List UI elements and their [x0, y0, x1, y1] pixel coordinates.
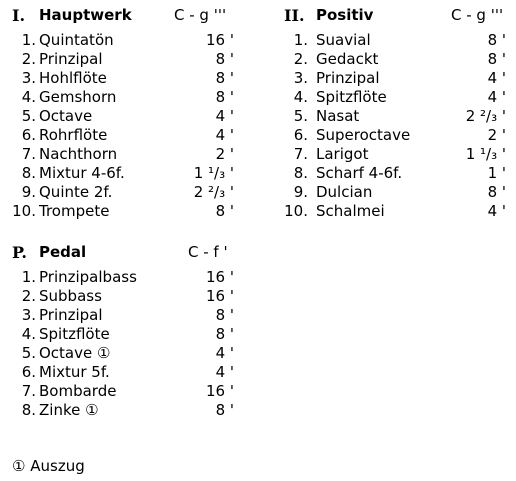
manual-range: C - f ' — [188, 243, 228, 261]
stop-number: 4. — [21, 88, 36, 106]
stop-name: Schalmei — [316, 202, 385, 220]
stop-pitch: 2 ' — [487, 126, 506, 144]
stop-name: Dulcian — [316, 183, 373, 201]
stop-name: Quintatön — [39, 31, 114, 49]
stop-number: 1. — [21, 268, 36, 286]
stop-pitch: 16 ' — [206, 31, 234, 49]
stop-number: 4. — [293, 88, 308, 106]
division-title: Positiv — [316, 6, 374, 24]
footnote-text: Auszug — [30, 457, 85, 475]
stop-number: 8. — [293, 164, 308, 182]
stop-name: Zinke ① — [39, 401, 99, 419]
stop-pitch: 16 ' — [206, 268, 234, 286]
stop-pitch: 2 ' — [215, 145, 234, 163]
stop-pitch: 1 ¹/₃ ' — [193, 164, 234, 182]
stop-name: Scharf 4-6f. — [316, 164, 403, 182]
stop-number: 10. — [12, 202, 36, 220]
stop-name: Octave — [39, 107, 93, 125]
stop-number: 7. — [21, 382, 36, 400]
division-hauptwerk — [12, 6, 244, 226]
stop-name: Nachthorn — [39, 145, 118, 163]
division-header — [12, 6, 244, 26]
stop-number: 2. — [21, 50, 36, 68]
stop-pitch: 8 ' — [215, 88, 234, 106]
stop-pitch: 4 ' — [215, 126, 234, 144]
stop-pitch: 4 ' — [487, 88, 506, 106]
stop-pitch: 8 ' — [215, 202, 234, 220]
stop-name: Trompete — [39, 202, 110, 220]
stop-number: 7. — [21, 145, 36, 163]
footnote-marker: ① — [12, 457, 26, 475]
stop-number: 4. — [21, 325, 36, 343]
stop-name: Suavial — [316, 31, 371, 49]
division-positiv — [284, 6, 510, 226]
stop-pitch: 8 ' — [215, 69, 234, 87]
stop-name: Nasat — [316, 107, 360, 125]
stop-number: 8. — [21, 164, 36, 182]
stop-pitch: 2 ²/₃ ' — [193, 183, 234, 201]
division-title: Pedal — [39, 243, 87, 261]
stop-pitch: 2 ²/₃ ' — [465, 107, 506, 125]
stop-pitch: 16 ' — [206, 382, 234, 400]
stop-pitch: 16 ' — [206, 287, 234, 305]
stop-pitch: 8 ' — [487, 50, 506, 68]
stop-number: 5. — [293, 107, 308, 125]
stop-number: 9. — [293, 183, 308, 201]
stop-name: Prinzipal — [39, 50, 103, 68]
stop-pitch: 4 ' — [487, 69, 506, 87]
stop-name: Larigot — [316, 145, 369, 163]
stop-number: 1. — [293, 31, 308, 49]
stop-name: Gedackt — [316, 50, 379, 68]
footnote — [12, 457, 85, 475]
stop-pitch: 4 ' — [215, 107, 234, 125]
division-numeral: P. — [12, 243, 27, 262]
stop-name: Bombarde — [39, 382, 117, 400]
stop-name: Octave ① — [39, 344, 111, 362]
stop-pitch: 8 ' — [487, 183, 506, 201]
division-header — [284, 6, 510, 26]
stop-name: Mixtur 5f. — [39, 363, 110, 381]
stop-name: Prinzipal — [39, 306, 103, 324]
stop-pitch: 1 ' — [487, 164, 506, 182]
stop-name: Subbass — [39, 287, 102, 305]
stop-pitch: 4 ' — [487, 202, 506, 220]
stop-number: 10. — [284, 202, 308, 220]
stop-number: 3. — [21, 69, 36, 87]
stop-number: 6. — [21, 363, 36, 381]
stop-name: Gemshorn — [39, 88, 117, 106]
stop-number: 2. — [293, 50, 308, 68]
division-pedal — [12, 243, 244, 428]
stop-number: 9. — [21, 183, 36, 201]
manual-range: C - g ''' — [451, 6, 504, 24]
division-title: Hauptwerk — [39, 6, 132, 24]
stop-name: Prinzipal — [316, 69, 380, 87]
stop-number: 5. — [21, 344, 36, 362]
stop-name: Prinzipalbass — [39, 268, 137, 286]
stop-name: Hohlflöte — [39, 69, 107, 87]
stop-name: Spitzflöte — [39, 325, 110, 343]
stop-name: Spitzflöte — [316, 88, 387, 106]
stop-pitch: 8 ' — [487, 31, 506, 49]
division-header — [12, 243, 244, 263]
stop-name: Superoctave — [316, 126, 411, 144]
stop-name: Rohrflöte — [39, 126, 108, 144]
stop-name: Mixtur 4-6f. — [39, 164, 125, 182]
stop-pitch: 8 ' — [215, 306, 234, 324]
stop-pitch: 8 ' — [215, 325, 234, 343]
division-numeral: I. — [12, 6, 26, 25]
stop-number: 8. — [21, 401, 36, 419]
stop-number: 6. — [21, 126, 36, 144]
stop-number: 2. — [21, 287, 36, 305]
division-numeral: II. — [284, 6, 305, 25]
stop-number: 5. — [21, 107, 36, 125]
stop-pitch: 4 ' — [215, 363, 234, 381]
manual-range: C - g ''' — [174, 6, 227, 24]
stop-number: 3. — [293, 69, 308, 87]
stop-pitch: 1 ¹/₃ ' — [465, 145, 506, 163]
stop-number: 3. — [21, 306, 36, 324]
stop-pitch: 4 ' — [215, 344, 234, 362]
stop-number: 6. — [293, 126, 308, 144]
stop-name: Quinte 2f. — [39, 183, 113, 201]
stop-number: 1. — [21, 31, 36, 49]
stop-pitch: 8 ' — [215, 401, 234, 419]
stop-number: 7. — [293, 145, 308, 163]
stop-pitch: 8 ' — [215, 50, 234, 68]
